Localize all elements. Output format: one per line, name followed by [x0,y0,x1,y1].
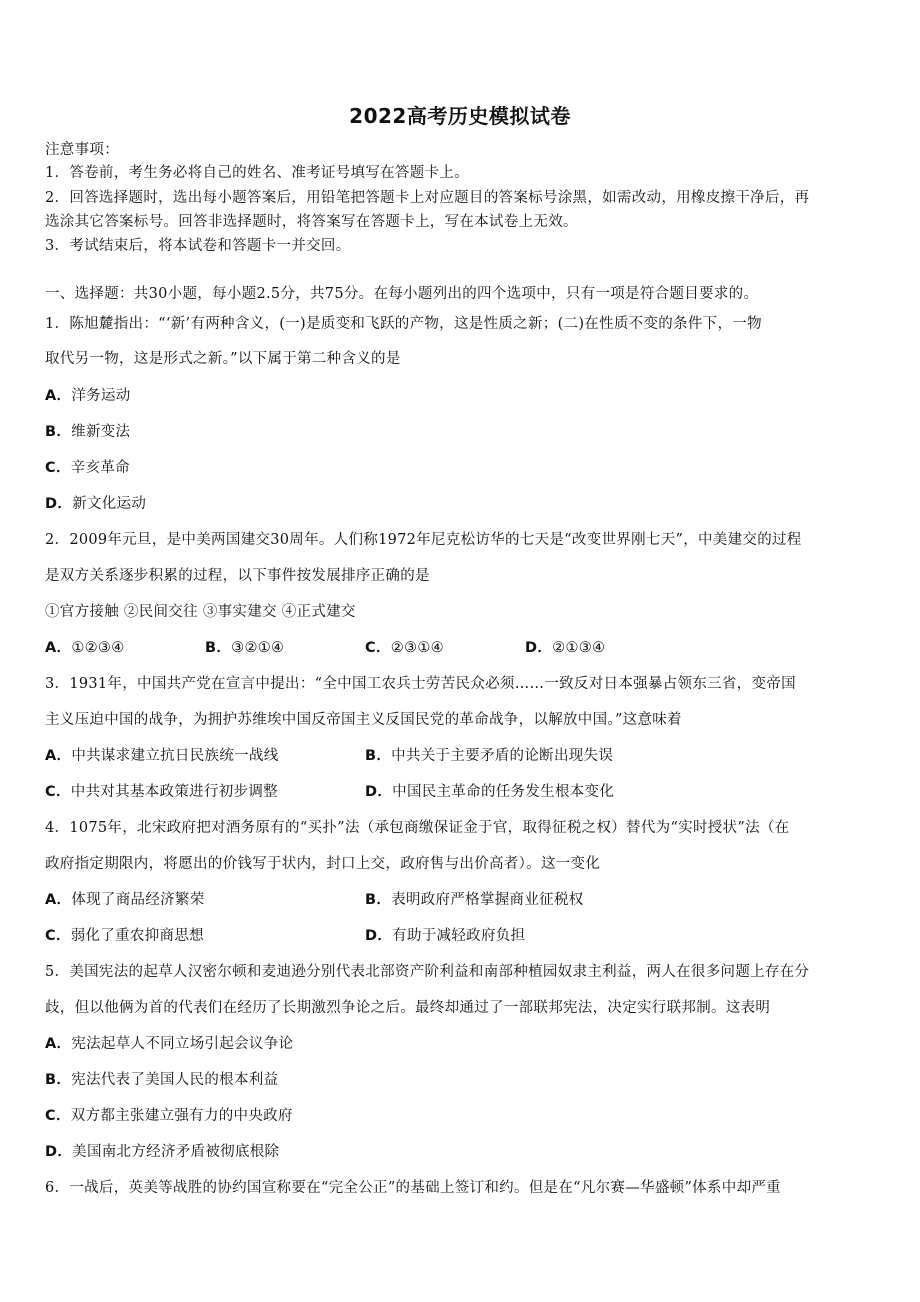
notice-heading: 注意事项： [45,142,119,158]
q5-option-d [45,1142,279,1162]
option-label: C． [45,460,71,476]
q4-option-b [365,890,584,910]
q1-option-c [45,458,130,478]
question-5-stem: 5．美国宪法的起草人汉密尔顿和麦迪逊分别代表北部资产阶利益和南部种植园奴隶主利益，两人在很多问题上存在分 [45,964,810,980]
question-4-stem: 政府指定期限内，将愿出的价钱写于状内，封口上交，政府售与出价高者）。这一变化 [45,856,601,872]
option-text: 有助于减轻政府负担 [392,928,526,944]
q4-option-d [365,926,525,946]
option-text: ②①③④ [552,640,606,656]
option-label: A． [45,1036,72,1052]
option-text: 中国民主革命的任务发生根本变化 [392,784,615,800]
question-6-stem: 6．一战后，英美等战胜的协约国宣称要在“完全公正”的基础上签订和约。但是在“凡尔赛—华盛顿”体系中却严重 [45,1180,781,1196]
option-text: 中共谋求建立抗日民族统一战线 [71,748,279,764]
option-label: B． [45,1072,72,1088]
option-label: B． [365,748,392,764]
option-label: C． [45,928,71,944]
question-1-stem: 1．陈旭麓指出：“‘新’有两种含义，(一)是质变和飞跃的产物，这是性质之新；(二)在性质不变的条件下，一物 [45,316,762,332]
option-text: 弱化了重农抑商思想 [70,928,204,944]
option-text: 中共关于主要矛盾的论断出现失误 [391,748,614,764]
option-label: A． [45,892,72,908]
question-5-stem: 歧，但以他俩为首的代表们在经历了长期激烈争论之后。最终却通过了一部联邦宪法，决定实行联邦制。这表明 [45,1000,771,1016]
q3-options-row [45,746,875,766]
q2-option-c [365,638,444,658]
option-text: 美国南北方经济矛盾被彻底根除 [72,1144,280,1160]
q2-option-b [205,638,284,658]
option-label: D． [525,640,553,656]
option-label: C． [365,640,391,656]
question-2-stem: 2．2009年元旦，是中美两国建交30周年。人们称1972年尼克松访华的七天是“改变世界刚七天”，中美建交的过程 [45,532,802,548]
option-label: D． [45,496,73,512]
option-text: 表明政府严格掌握商业征税权 [391,892,584,908]
option-text: 双方都主张建立强有力的中央政府 [70,1108,293,1124]
question-3-stem: 主义压迫中国的战争，为拥护苏维埃中国反帝国主义反国民党的革命战争，以解放中国。”这意味着 [45,712,682,728]
notice-item: 3．考试结束后，将本试卷和答题卡一并交回。 [45,238,351,254]
option-label: B． [45,424,72,440]
option-text: 宪法代表了美国人民的根本利益 [71,1072,279,1088]
q3-option-b [365,746,613,766]
page-title: 2022高考历史模拟试卷 [349,104,571,128]
q1-option-d [45,494,146,514]
option-text: ①②③④ [71,640,125,656]
option-text: 宪法起草人不同立场引起会议争论 [71,1036,294,1052]
option-label: A． [45,388,72,404]
option-label: B． [205,640,232,656]
option-label: A． [45,640,72,656]
q4-options-row [45,926,875,946]
q4-options-row [45,890,875,910]
option-text: 新文化运动 [72,496,147,512]
question-2-items: ①官方接触 ②民间交往 ③事实建交 ④正式建交 [45,604,356,620]
question-3-stem: 3．1931年，中国共产党在宣言中提出：“全中国工农兵士劳苦民众必须……一致反对日本强暴占领东三省，变帝国 [45,676,796,692]
q1-option-b [45,422,130,442]
option-text: 中共对其基本政策进行初步调整 [70,784,278,800]
q3-option-d [365,782,614,802]
option-text: 辛亥革命 [70,460,130,476]
notice-item: 1．答卷前，考生务必将自己的姓名、准考证号填写在答题卡上。 [45,165,469,181]
notice-item: 2．回答选择题时，选出每小题答案后，用铅笔把答题卡上对应题目的答案标号涂黑，如需改动，用橡皮擦干净后，再 [45,190,810,206]
q5-option-b [45,1070,278,1090]
question-1-stem: 取代另一物，这是形式之新。”以下属于第二种含义的是 [45,351,401,367]
q5-option-c [45,1106,293,1126]
option-label: D． [365,784,393,800]
option-label: C． [45,1108,71,1124]
option-label: D． [45,1144,73,1160]
q3-option-a [45,746,279,766]
option-text: 体现了商品经济繁荣 [71,892,205,908]
option-label: C． [45,784,71,800]
q2-option-a [45,638,125,658]
option-text: 维新变法 [71,424,131,440]
question-4-stem: 4．1075年，北宋政府把对酒务原有的“买扑”法（承包商缴保证金于官，取得征税之权）替代为“实时授状”法（在 [45,820,790,836]
notice-item: 选涂其它答案标号。回答非选择题时，将答案写在答题卡上，写在本试卷上无效。 [45,214,578,230]
q3-options-row [45,782,875,802]
q3-option-c [45,782,278,802]
option-label: B． [365,892,392,908]
option-text: ③②①④ [231,640,285,656]
q1-option-a [45,386,131,406]
q2-options-row [45,638,875,658]
option-label: A． [45,748,72,764]
q4-option-a [45,890,205,910]
q4-option-c [45,926,204,946]
option-label: D． [365,928,393,944]
option-text: 洋务运动 [71,388,131,404]
option-text: ②③①④ [390,640,444,656]
question-2-stem: 是双方关系逐步积累的过程，以下事件按发展排序正确的是 [45,568,430,584]
section-heading: 一、选择题：共30小题，每小题2.5分，共75分。在每小题列出的四个选项中，只有一项是符合题目要求的。 [45,286,759,302]
q2-option-d [525,638,605,658]
q5-option-a [45,1034,293,1054]
